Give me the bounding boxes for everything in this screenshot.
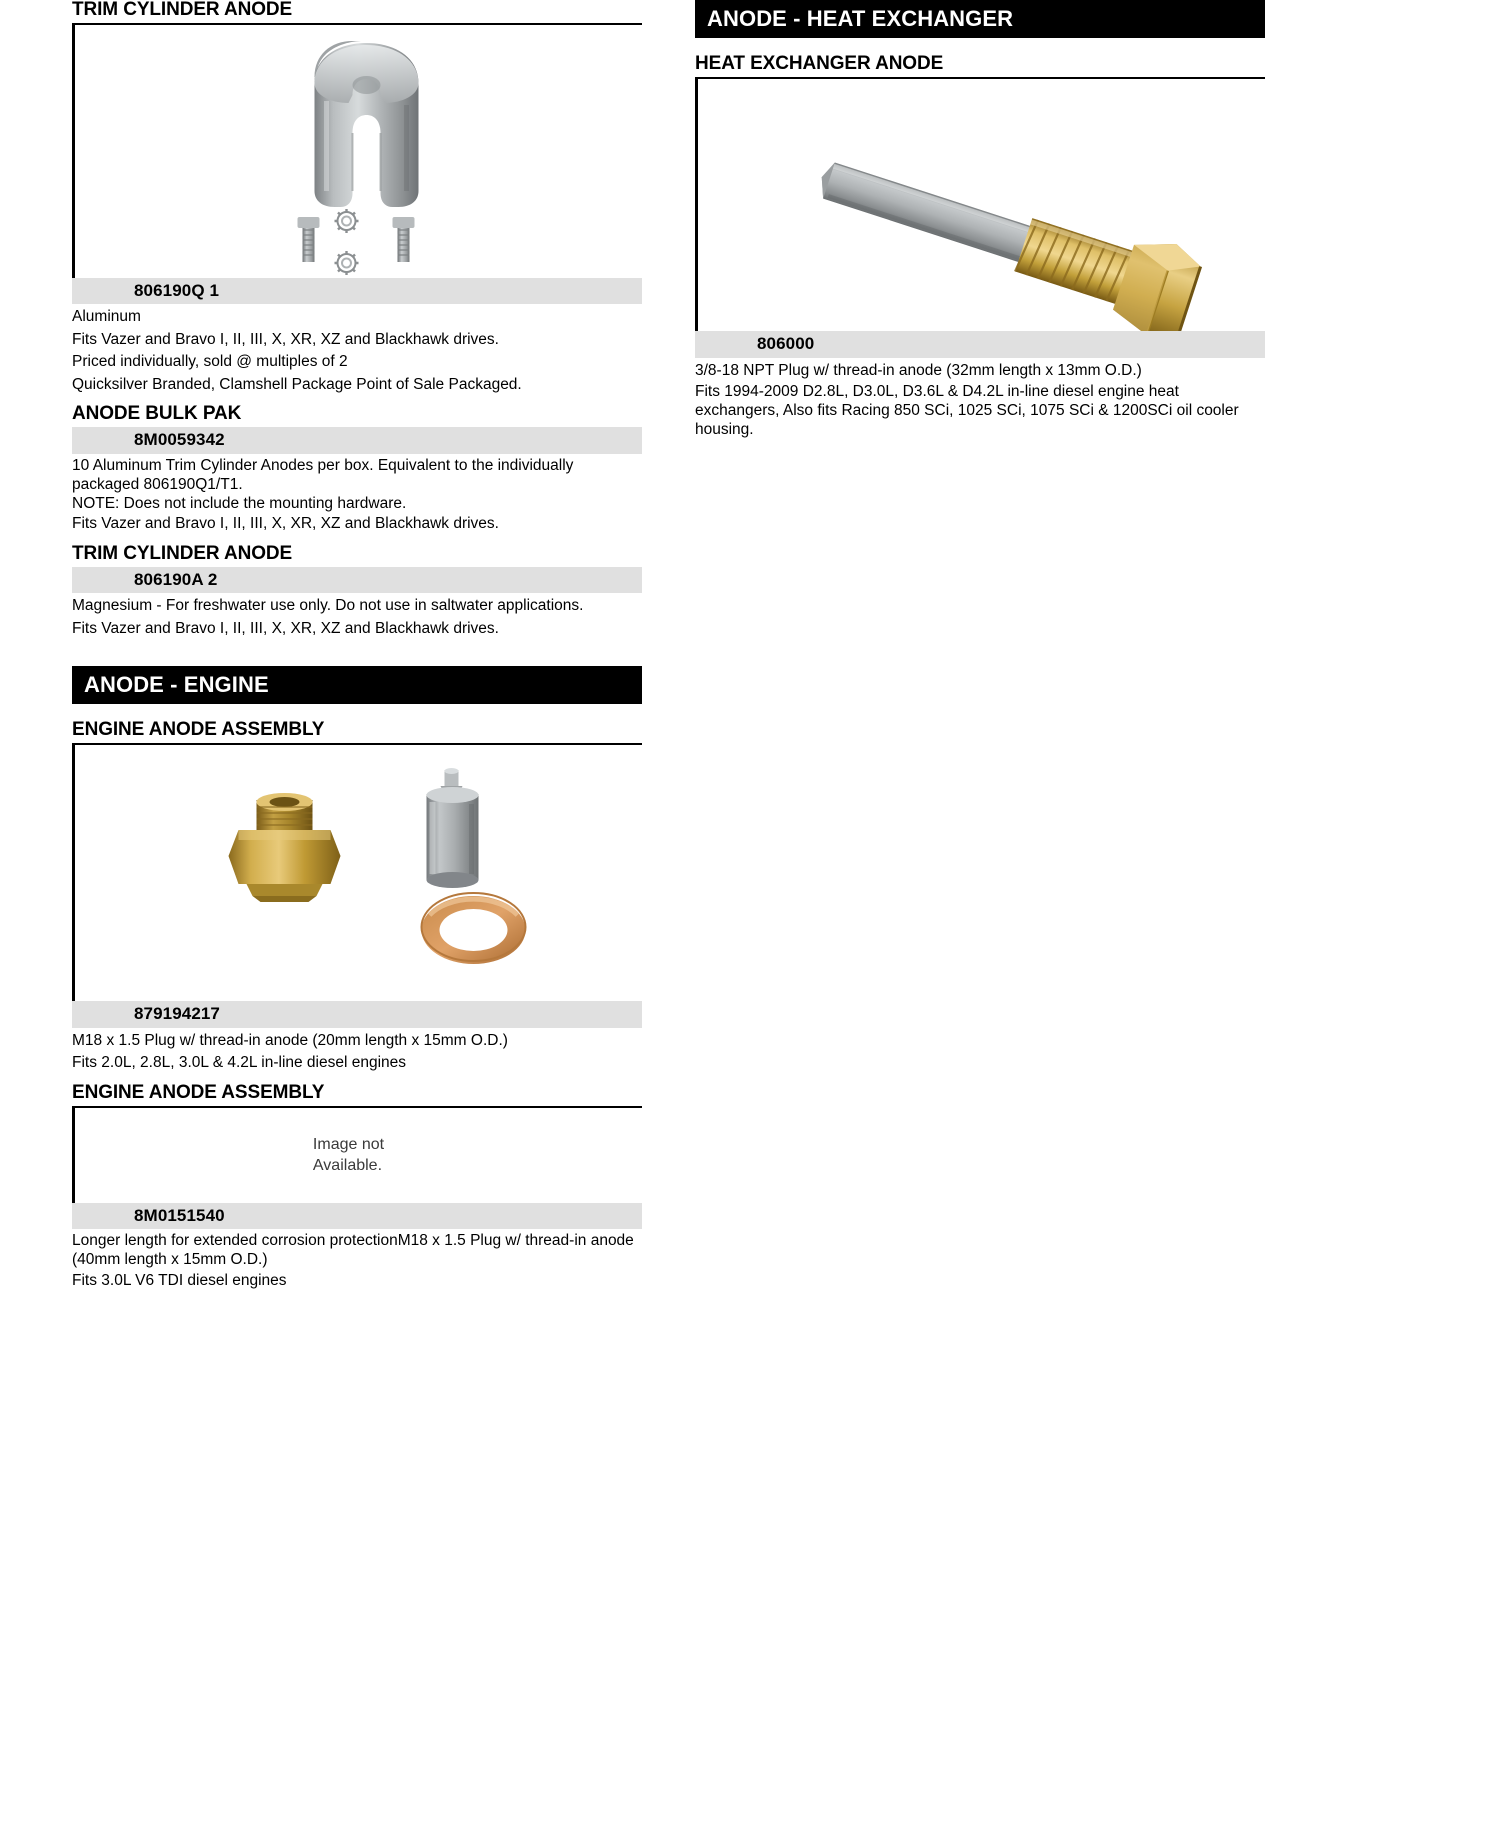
product-image-frame <box>695 79 1265 331</box>
product-trim-cylinder-anode-806190A2 <box>72 544 642 640</box>
spacer <box>695 38 1265 54</box>
part-number-band: 806190Q 1 <box>72 278 642 305</box>
product-title: TRIM CYLINDER ANODE <box>72 0 642 25</box>
product-title: TRIM CYLINDER ANODE <box>72 542 293 564</box>
product-engine-anode-assembly-8M0151540 <box>72 1083 642 1292</box>
product-engine-anode-assembly-879194217 <box>72 720 642 1074</box>
product-image-frame <box>72 25 642 278</box>
spacer <box>72 640 642 666</box>
part-number-band: 8M0151540 <box>72 1203 642 1230</box>
description-line: Fits 1994-2009 D2.8L, D3.0L, D3.6L & D4.2L in-line diesel engine heat exchangers, Also fits Racing 850 SCi, 1025 SCi, 1075 SCi & 1200SCi oil cooler housing. <box>695 383 1239 439</box>
part-number-band: 879194217 <box>72 1001 642 1028</box>
section-banner-anode-heat-exchanger: ANODE - HEAT EXCHANGER <box>695 0 1265 38</box>
description-line: Fits 3.0L V6 TDI diesel engines <box>72 1271 287 1289</box>
image-placeholder-line-1: Image not <box>312 1135 385 1153</box>
description-line: Fits Vazer and Bravo I, II, III, X, XR, XZ and Blackhawk drives. <box>72 515 499 533</box>
description-line: Fits Vazer and Bravo I, II, III, X, XR, XZ and Blackhawk drives. <box>72 330 499 348</box>
description-line: M18 x 1.5 Plug w/ thread-in anode (20mm length x 15mm O.D.) <box>72 1031 508 1049</box>
product-trim-cylinder-anode-806190Q1 <box>72 0 642 396</box>
part-number-band: 806000 <box>695 331 1265 358</box>
right-column <box>695 0 1265 440</box>
image-not-available-placeholder <box>313 1134 384 1177</box>
description-line: Fits 2.0L, 2.8L, 3.0L & 4.2L in-line diesel engines <box>72 1054 407 1072</box>
description-line: Fits Vazer and Bravo I, II, III, X, XR, XZ and Blackhawk drives. <box>72 619 499 637</box>
description-line: Magnesium - For freshwater use only. Do not use in saltwater applications. <box>72 597 584 615</box>
product-title: ENGINE ANODE ASSEMBLY <box>72 720 642 745</box>
description-line: 10 Aluminum Trim Cylinder Anodes per box. Equivalent to the individually packaged 806190Q1/T1. <box>72 456 574 493</box>
product-description <box>72 1028 642 1075</box>
product-title: HEAT EXCHANGER ANODE <box>695 54 1265 79</box>
engine-anode-assembly-photo <box>75 745 642 1001</box>
heat-exchanger-anode-photo <box>698 79 1265 331</box>
product-image-frame <box>72 1108 642 1203</box>
description-line: 3/8-18 NPT Plug w/ thread-in anode (32mm length x 13mm O.D.) <box>695 361 1142 379</box>
section-banner-anode-engine: ANODE - ENGINE <box>72 666 642 704</box>
product-heat-exchanger-anode-806000 <box>695 54 1265 440</box>
description-line: Longer length for extended corrosion protectionM18 x 1.5 Plug w/ thread-in anode (40mm length x 15mm O.D.) <box>72 1232 634 1269</box>
left-column <box>72 0 642 1292</box>
product-image-frame <box>72 745 642 1001</box>
product-description <box>72 1229 642 1292</box>
part-number-band: 806190A 2 <box>72 567 642 594</box>
description-line: Priced individually, sold @ multiples of 2 <box>72 353 348 371</box>
product-anode-bulk-pak-8M0059342 <box>72 404 642 536</box>
description-line: Aluminum <box>72 308 141 326</box>
part-number-band: 8M0059342 <box>72 427 642 454</box>
product-title: ANODE BULK PAK <box>72 403 242 425</box>
product-description <box>72 454 642 536</box>
description-line: Quicksilver Branded, Clamshell Package Point of Sale Packaged. <box>72 375 522 393</box>
spacer <box>72 704 642 720</box>
trim-cylinder-anode-photo <box>75 25 642 278</box>
image-placeholder-line-2: Available. <box>312 1157 383 1175</box>
product-description <box>72 593 642 640</box>
product-description <box>695 358 1265 440</box>
product-title: ENGINE ANODE ASSEMBLY <box>72 1083 642 1108</box>
description-line: NOTE: Does not include the mounting hardware. <box>72 495 407 513</box>
product-description <box>72 304 642 396</box>
